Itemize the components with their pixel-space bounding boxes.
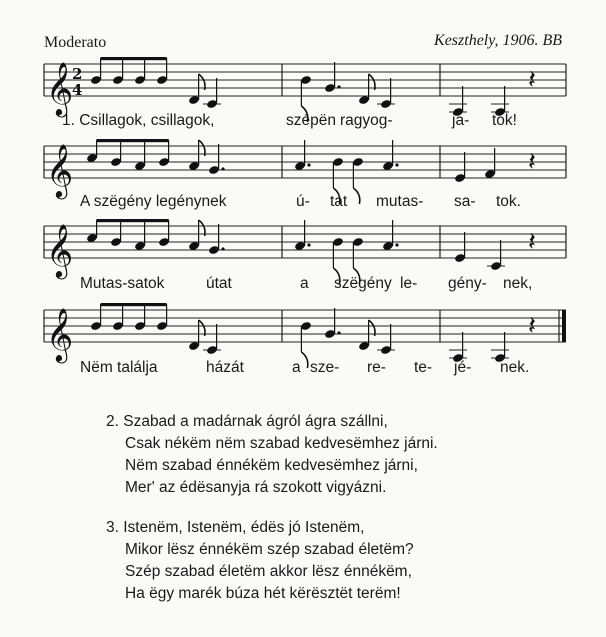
lyric-syllable: ragyog- bbox=[340, 112, 393, 129]
verse-2 bbox=[106, 411, 438, 499]
note-beam bbox=[101, 57, 167, 60]
lyric-syllable: Nëm találja bbox=[80, 359, 158, 376]
treble-clef-icon: 𝄞 bbox=[46, 61, 74, 115]
lyric-syllable: a bbox=[300, 275, 309, 292]
note-beam bbox=[97, 139, 169, 142]
lyric-syllable: tok! bbox=[492, 112, 517, 129]
lyric-syllable: szépën bbox=[286, 112, 336, 129]
note-beam bbox=[97, 219, 169, 222]
note-dot bbox=[307, 243, 310, 246]
time-signature-top: 2 bbox=[72, 65, 83, 83]
lyric-syllable: te- bbox=[414, 359, 433, 376]
lyric-syllable: A szëgény legénynek bbox=[80, 193, 227, 210]
lyric-syllable: ú- bbox=[296, 193, 310, 210]
quarter-rest-icon: 𝄽 bbox=[528, 147, 536, 177]
verse-line: Nëm szabad énnékëm kedvesëmhez járni, bbox=[125, 457, 418, 474]
lyric-syllable: tok. bbox=[496, 193, 521, 210]
lyric-syllable: ja- bbox=[452, 112, 470, 129]
lyric-syllable: a bbox=[292, 359, 301, 376]
verse-line: Ha ëgy marék búza hét kërësztët terëm! bbox=[125, 585, 401, 602]
quarter-rest-icon: 𝄽 bbox=[528, 227, 536, 257]
lyric-syllable: jé- bbox=[454, 359, 472, 376]
quarter-rest-icon: 𝄽 bbox=[528, 65, 536, 95]
lyric-syllable: tat bbox=[330, 193, 348, 210]
lyric-syllable: 1. Csillagok, csillagok, bbox=[62, 112, 215, 129]
lyric-syllable: sa- bbox=[454, 193, 476, 210]
treble-clef-icon: 𝄞 bbox=[46, 307, 74, 361]
final-bar-thick bbox=[562, 310, 566, 342]
verse-line: 2. Szabad a madárnak ágról ágra szállni, bbox=[106, 413, 388, 430]
note-dot bbox=[395, 163, 398, 166]
lyric-syllable: útat bbox=[206, 275, 232, 292]
lyric-syllable: Mutas-satok bbox=[80, 275, 165, 292]
note-dot bbox=[337, 85, 340, 88]
additional-verses bbox=[106, 411, 438, 623]
source-attribution: Keszthely, 1906. BB bbox=[434, 32, 562, 49]
verse-line: Szép szabad életëm akkor lësz énnékëm, bbox=[125, 563, 412, 580]
lyric-syllable: mutas- bbox=[376, 193, 424, 210]
tempo-marking: Moderato bbox=[44, 34, 107, 51]
treble-clef-icon: 𝄞 bbox=[46, 223, 74, 277]
verse-line: Csak nékëm nëm szabad kedvesëmhez járni. bbox=[125, 435, 438, 452]
note-flag bbox=[353, 188, 359, 204]
lyric-syllable: házát bbox=[206, 359, 244, 376]
lyric-syllable: sze- bbox=[310, 359, 340, 376]
treble-clef-icon: 𝄞 bbox=[46, 143, 74, 197]
note-dot bbox=[221, 247, 224, 250]
lyric-syllable: le- bbox=[400, 275, 418, 292]
note-dot bbox=[307, 163, 310, 166]
note-dot bbox=[395, 243, 398, 246]
lyric-syllable: nek, bbox=[503, 275, 533, 292]
lyric-syllable: re- bbox=[367, 359, 386, 376]
quarter-rest-icon: 𝄽 bbox=[528, 311, 536, 341]
lyric-syllable: gény- bbox=[448, 275, 487, 292]
verse-line: Mikor lësz énnékëm szép szabad életëm? bbox=[125, 541, 414, 558]
note-flag bbox=[301, 352, 307, 368]
lyric-syllable: szëgény bbox=[334, 275, 392, 292]
note-dot bbox=[221, 167, 224, 170]
note-beam bbox=[101, 303, 167, 306]
lyric-syllable: nek. bbox=[500, 359, 530, 376]
verse-line: Mer' az édësanyja rá szokott vigyázni. bbox=[125, 479, 387, 496]
note-dot bbox=[337, 331, 340, 334]
verse-3 bbox=[106, 517, 438, 605]
time-signature-bottom: 4 bbox=[72, 81, 83, 99]
verse-line: 3. Istenëm, Istenëm, édës jó Istenëm, bbox=[106, 519, 365, 536]
